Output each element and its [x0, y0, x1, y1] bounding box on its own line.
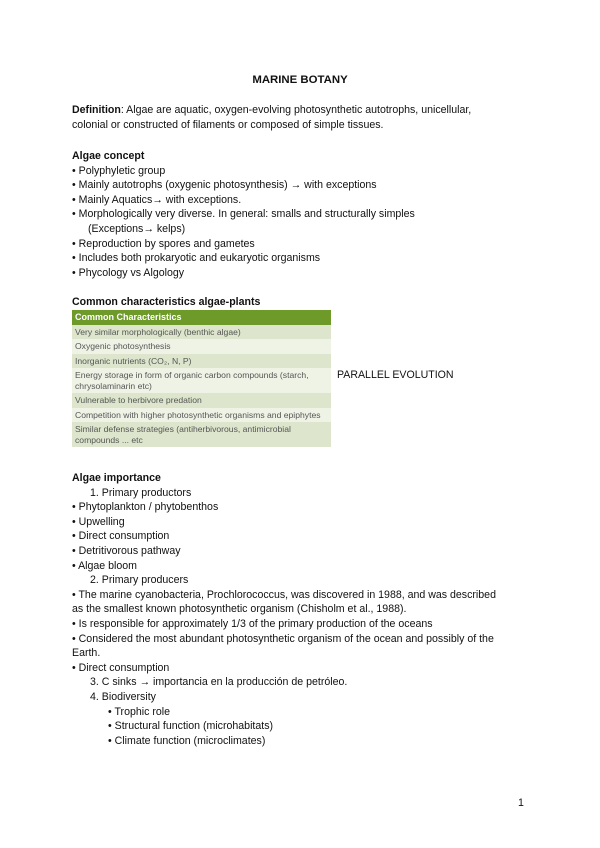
list-item: • Detritivorous pathway	[72, 544, 181, 557]
parallel-evolution-label: PARALLEL EVOLUTION	[337, 369, 454, 381]
list-item: 1. Primary productors	[90, 486, 192, 499]
list-item: • Polyphyletic group	[72, 164, 166, 177]
common-characteristics-heading	[72, 295, 542, 310]
definition-text-1: : Algae are aquatic, oxygen-evolving photosynthetic autotrophs, unicellular,	[120, 104, 472, 116]
list-item: • Trophic role	[108, 705, 170, 718]
page-number: 1	[518, 797, 524, 809]
list-item: • Includes both prokaryotic and eukaryotic organisms	[72, 252, 321, 265]
list-item: • Phycology vs Algology	[72, 266, 185, 279]
list-item: • Algae bloom	[72, 559, 137, 572]
list-item: • Reproduction by spores and gametes	[72, 237, 255, 250]
definition-label: Definition	[72, 104, 121, 116]
common-characteristics-table	[72, 310, 331, 447]
definition-text-2: colonial or constructed of filaments or composed of simple tissues.	[72, 118, 384, 131]
page-title: MARINE BOTANY	[252, 74, 348, 86]
list-item: • Direct consumption	[72, 530, 170, 543]
list-item: • Is responsible for approximately 1/3 of the primary production of the oceans	[72, 617, 433, 630]
table-row: Inorganic nutrients (CO₂, N, P)	[72, 354, 331, 369]
table-row: Vulnerable to herbivore predation	[72, 393, 331, 408]
section-heading: Common characteristics algae-plants	[72, 296, 261, 308]
list-item: 3. C sinks → importancia en la producción de petróleo.	[90, 676, 348, 689]
definition-paragraph	[72, 103, 542, 132]
list-item: • The marine cyanobacteria, Prochlorococcus, was discovered in 1988, and was described	[72, 588, 496, 601]
algae-concept-heading: Algae concept	[72, 150, 145, 162]
list-item: • Upwelling	[72, 515, 125, 528]
list-item: • Climate function (microclimates)	[108, 734, 266, 747]
table-row: Very similar morphologically (benthic algae)	[72, 325, 331, 340]
table-row: Energy storage in form of organic carbon compounds (starch, chrysolaminarin etc)	[72, 368, 331, 393]
list-item: • Mainly autotrophs (oxygenic photosynthesis) → with exceptions	[72, 179, 377, 192]
list-item: 4. Biodiversity	[90, 690, 156, 703]
algae-importance-heading: Algae importance	[72, 472, 161, 484]
list-item: as the smallest known photosynthetic organism (Chisholm et al., 1988).	[72, 603, 407, 616]
list-item: • Mainly Aquatics→ with exceptions.	[72, 193, 242, 206]
table-row: Competition with higher photosynthetic organisms and epiphytes	[72, 408, 331, 423]
list-item: 2. Primary producers	[90, 574, 189, 587]
list-item: • Morphologically very diverse. In general: smalls and structurally simples	[72, 208, 415, 221]
table-row: Oxygenic photosynthesis	[72, 339, 331, 354]
list-item: • Structural function (microhabitats)	[108, 720, 274, 733]
algae-importance-section	[72, 471, 542, 748]
list-item: (Exceptions→ kelps)	[88, 222, 186, 235]
list-item: • Considered the most abundant photosynthetic organism of the ocean and possibly of the	[72, 632, 494, 645]
list-item: • Direct consumption	[72, 661, 170, 674]
list-item: • Phytoplankton / phytobenthos	[72, 501, 219, 514]
table-header: Common Characteristics	[72, 310, 331, 325]
list-item: Earth.	[72, 647, 101, 660]
table-row: Similar defense strategies (antiherbivorous, antimicrobial compounds ... etc	[72, 422, 331, 447]
algae-concept-section	[72, 149, 542, 280]
